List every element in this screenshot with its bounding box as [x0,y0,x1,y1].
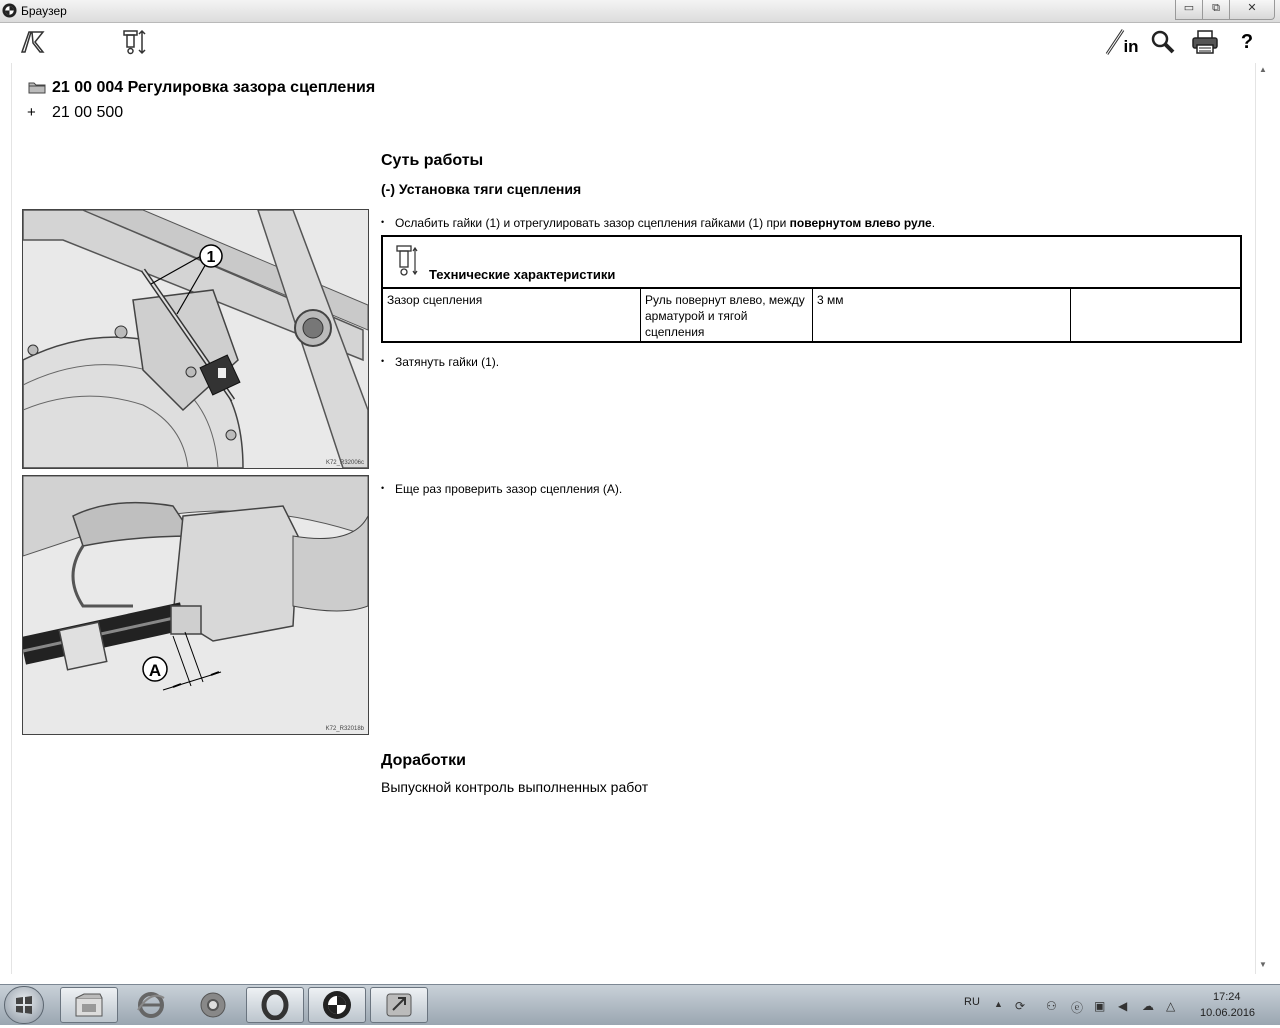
connection-icon[interactable]: ☁ [1142,999,1154,1013]
step-text: Ослабить гайки (1) и отрегулировать зазор сцепления гайками (1) при [395,216,790,230]
document-title: 21 00 004 Регулировка зазора сцепления [52,79,376,96]
step-text-end: . [931,216,936,230]
window-bottom [0,974,1280,984]
taskbar-bmw-app[interactable] [308,987,366,1023]
network-icon[interactable]: ⚇ [1046,999,1057,1013]
step-text: Затянуть гайки (1). [395,355,500,369]
close-button[interactable] [1229,0,1275,20]
table-row [383,289,1240,341]
subsection-title: (-) Установка тяги сцепления [381,181,582,197]
taskbar-shortcut-app[interactable] [370,987,428,1023]
vertical-scrollbar[interactable] [1256,63,1268,974]
folder-icon [74,992,104,1018]
scroll-up-icon[interactable]: ▲ [1259,65,1267,74]
spec-cell-condition: Руль повернут влево, между арматурой и тягой сцепления [641,289,813,341]
navigation-icon[interactable] [17,27,47,57]
device-icon[interactable]: ▣ [1094,999,1106,1013]
volume-icon[interactable]: ◀ [1118,999,1128,1013]
taskbar-opera[interactable] [246,987,304,1023]
bullet: • [381,356,385,366]
step-text: Еще раз проверить зазор сцепления (A). [395,482,623,496]
scroll-down-icon[interactable]: ▼ [1259,960,1267,969]
bullet: • [381,483,385,493]
help-icon: ? [1240,30,1254,53]
maximize-icon: ⧉ [1212,2,1220,14]
line-in-button[interactable] [1104,27,1140,57]
internet-explorer-icon [136,990,166,1020]
taskbar-chrome[interactable] [184,987,242,1023]
start-button[interactable] [4,986,44,1024]
minimize-icon: ▭ [1183,2,1195,14]
toolbar [0,23,1280,61]
figure-clutch-gap [22,475,369,735]
spec-table [381,235,1242,343]
line-in-label: in [1123,37,1139,56]
window-titlebar [0,0,1280,23]
step-tighten-nuts [381,355,499,369]
figure-code: K72_R32006c [325,460,364,466]
window-title: Браузер [21,4,67,18]
spec-cell-parameter: Зазор сцепления [383,289,641,341]
bmw-logo-icon [322,990,352,1020]
folder-icon [28,81,46,94]
windows-logo-icon [5,987,43,1023]
taskbar [0,984,1280,1025]
document-content [11,63,1256,974]
figure-clutch-nuts [22,209,369,469]
reference-link[interactable]: 21 00 500 [52,104,124,121]
spec-cell-empty [1071,289,1240,341]
spec-table-header [383,237,1240,289]
step-recheck-gap [381,482,622,496]
browser-tray-icon[interactable]: ⓔ [1071,1001,1084,1015]
measure-icon[interactable] [120,27,150,57]
close-icon: ✕ [1247,2,1257,14]
rework-text: Выпускной контроль выполненных работ [381,779,649,795]
maximize-button[interactable] [1202,0,1230,20]
figure-drawing [23,476,368,734]
minimize-button[interactable] [1175,0,1203,20]
clock-time[interactable]: 17:24 [1213,991,1241,1003]
taskbar-internet-explorer[interactable] [122,987,180,1023]
figure-label-a: A [148,661,162,680]
print-icon[interactable] [1190,27,1220,57]
step-text-bold: повернутом влево руле [789,216,932,230]
clock-date[interactable]: 10.06.2016 [1200,1007,1256,1019]
sync-icon[interactable]: ⟳ [1015,999,1026,1013]
chrome-icon [198,990,228,1020]
help-button[interactable] [1232,27,1262,57]
bmw-logo-icon [2,3,17,18]
measure-icon [395,244,421,278]
language-indicator[interactable]: RU [964,996,980,1008]
taskbar-file-manager[interactable] [60,987,118,1023]
figure-drawing [23,210,368,468]
rework-title: Доработки [381,752,466,769]
expand-plus-icon[interactable]: + [27,104,36,121]
step-loosen-nuts [381,216,935,230]
bullet: • [381,217,385,227]
spec-title: Технические характеристики [429,267,616,282]
figure-label-1: 1 [206,249,216,266]
search-icon[interactable] [1148,27,1178,57]
cloud-icon[interactable]: △ [1166,999,1176,1013]
figure-code: K72_R32018b [325,726,364,732]
shortcut-icon [384,991,414,1019]
section-title: Суть работы [381,152,484,169]
tray-expand-icon[interactable]: ▲ [994,999,1003,1009]
spec-cell-value: 3 мм [813,289,1071,341]
opera-icon [260,990,290,1020]
